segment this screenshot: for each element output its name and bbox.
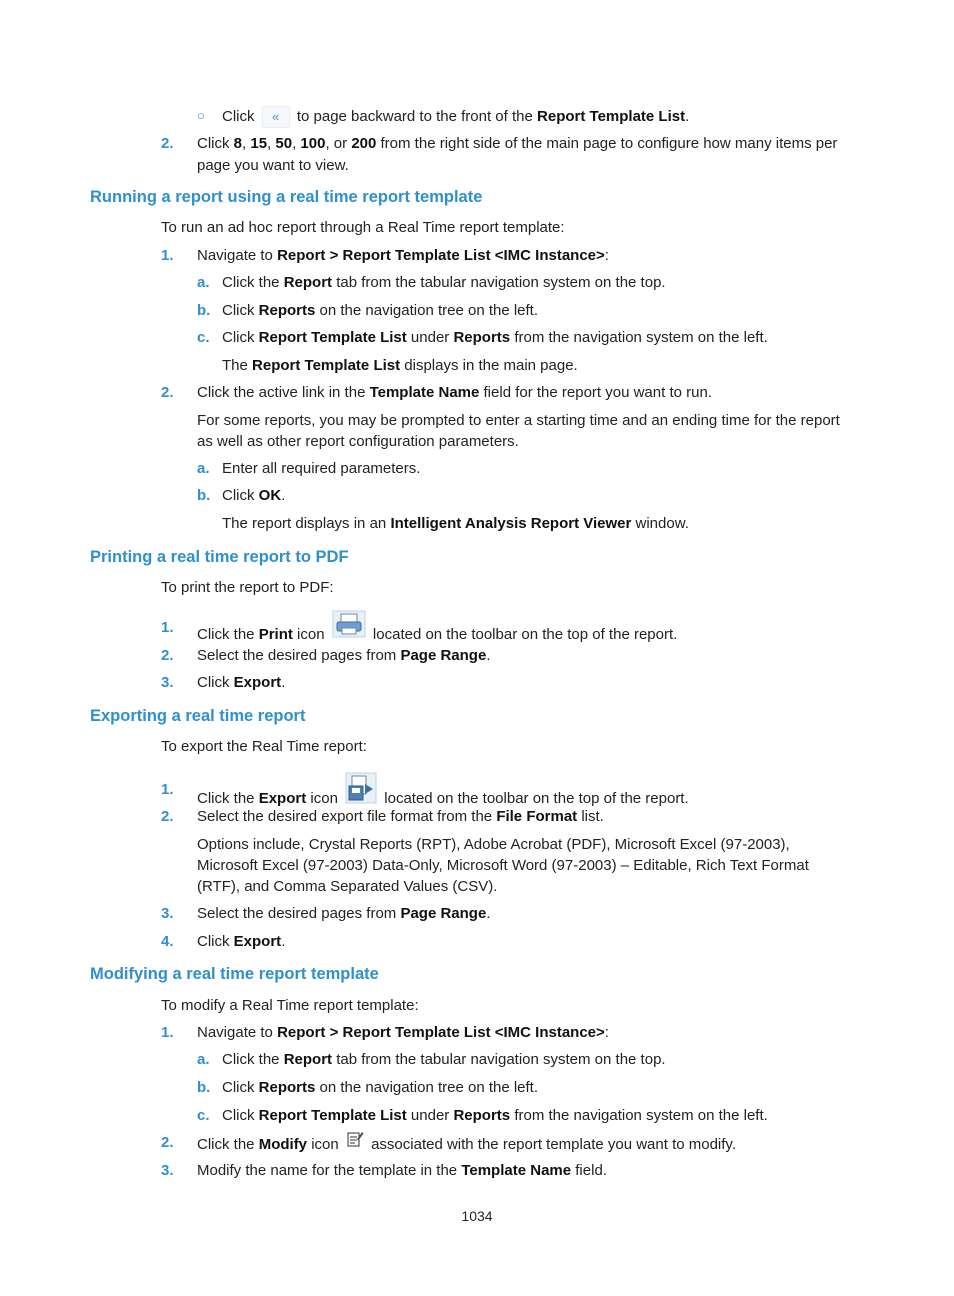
bullet-circle: ○ xyxy=(197,108,205,123)
substep-text: Enter all required parameters. xyxy=(222,460,421,477)
step-paragraph: For some reports, you may be prompted to enter a starting time and an ending time for the report xyxy=(197,412,840,429)
step-number: 1. xyxy=(161,781,174,798)
substep-text: Click Report Template List under Reports from the navigation system on the left. xyxy=(222,329,768,346)
section-heading-printing: Printing a real time report to PDF xyxy=(90,548,349,566)
substep-text: Click Reports on the navigation tree on the left. xyxy=(222,1079,539,1096)
substep-text: Click the Report tab from the tabular navigation system on the top. xyxy=(222,274,666,291)
items-per-page-instruction: Click 8, 15, 50, 100, or 200 from the right side of the main page to configure how many items per xyxy=(197,135,838,152)
step-text: Select the desired pages from Page Range. xyxy=(197,905,491,922)
substep-text: Click the Report tab from the tabular navigation system on the top. xyxy=(222,1051,666,1068)
section-intro: To modify a Real Time report template: xyxy=(161,997,419,1014)
substep-label: c. xyxy=(197,1107,210,1124)
step-text: Click the Print icon located on the toolbar on the top of the report. xyxy=(197,618,677,652)
step-number: 2. xyxy=(161,135,174,152)
substep-label: a. xyxy=(197,460,210,477)
step-number: 1. xyxy=(161,1024,174,1041)
back-page-instruction: Click « to page backward to the front of the Report Template List. xyxy=(222,106,689,128)
step-text: Click the Export icon located on the toolbar on the top of the report. xyxy=(197,780,689,818)
step-paragraph: Microsoft Excel (97-2003) Data-Only, Microsoft Word (97-2003) – Editable, Rich Text Format xyxy=(197,857,809,874)
substep-label: a. xyxy=(197,274,210,291)
substep-label: b. xyxy=(197,302,211,319)
step-text: Select the desired pages from Page Range. xyxy=(197,647,491,664)
page-back-icon: « xyxy=(262,106,290,128)
modify-icon xyxy=(346,1130,364,1154)
substep-label: b. xyxy=(197,1079,211,1096)
step-text: Select the desired export file format from the File Format list. xyxy=(197,808,604,825)
step-number: 2. xyxy=(161,647,174,664)
step-number: 1. xyxy=(161,619,174,636)
step-paragraph: as well as other report configuration parameters. xyxy=(197,433,519,450)
step-paragraph: (RTF), and Comma Separated Values (CSV). xyxy=(197,878,498,895)
page-number: 1034 xyxy=(461,1208,493,1224)
step-paragraph: Options include, Crystal Reports (RPT), Adobe Acrobat (PDF), Microsoft Excel (97-2003), xyxy=(197,836,790,853)
step-number: 1. xyxy=(161,247,174,264)
step-text: Click Export. xyxy=(197,933,286,950)
step-text: Navigate to Report > Report Template List <IMC Instance>: xyxy=(197,1024,609,1041)
step-text: Click the Modify icon associated with the report template you want to modify. xyxy=(197,1133,736,1157)
section-intro: To export the Real Time report: xyxy=(161,738,367,755)
export-icon xyxy=(345,772,377,810)
section-heading-exporting: Exporting a real time report xyxy=(90,707,306,725)
substep-note: The Report Template List displays in the main page. xyxy=(222,357,578,374)
step-number: 2. xyxy=(161,384,174,401)
step-number: 3. xyxy=(161,674,174,691)
step-text: Click the active link in the Template Name field for the report you want to run. xyxy=(197,384,712,401)
section-heading-running: Running a report using a real time report template xyxy=(90,188,483,206)
print-icon xyxy=(332,610,366,644)
substep-text: Click Report Template List under Reports from the navigation system on the left. xyxy=(222,1107,768,1124)
section-heading-modifying: Modifying a real time report template xyxy=(90,965,379,983)
items-per-page-continued: page you want to view. xyxy=(197,157,349,174)
substep-text: Click OK. xyxy=(222,487,286,504)
step-text: Navigate to Report > Report Template List <IMC Instance>: xyxy=(197,247,609,264)
section-intro: To run an ad hoc report through a Real Time report template: xyxy=(161,219,565,236)
step-number: 4. xyxy=(161,933,174,950)
substep-text: Click Reports on the navigation tree on the left. xyxy=(222,302,539,319)
step-number: 2. xyxy=(161,1134,174,1151)
substep-label: c. xyxy=(197,329,210,346)
substep-label: b. xyxy=(197,487,211,504)
section-intro: To print the report to PDF: xyxy=(161,579,334,596)
substep-label: a. xyxy=(197,1051,210,1068)
step-number: 2. xyxy=(161,808,174,825)
substep-note: The report displays in an Intelligent Analysis Report Viewer window. xyxy=(222,515,689,532)
step-text: Click Export. xyxy=(197,674,286,691)
step-number: 3. xyxy=(161,1162,174,1179)
step-text: Modify the name for the template in the Template Name field. xyxy=(197,1162,607,1179)
step-number: 3. xyxy=(161,905,174,922)
